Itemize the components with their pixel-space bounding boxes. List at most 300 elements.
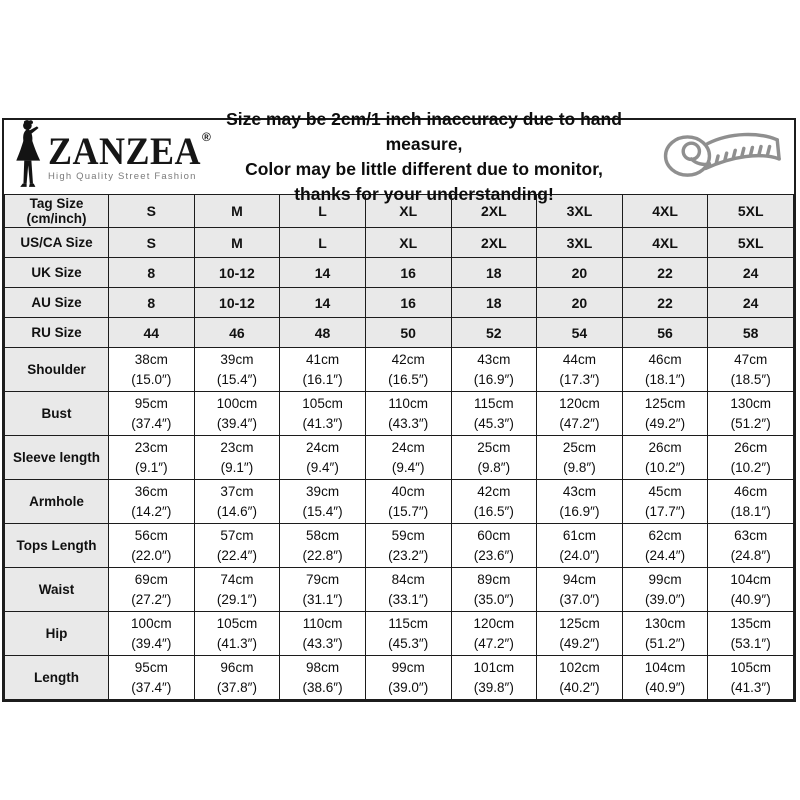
cell-value-inch: (14.2″) bbox=[131, 503, 172, 519]
cell-value-inch: (39.0″) bbox=[645, 591, 686, 607]
cell-value-inch: (9.1″) bbox=[135, 459, 168, 475]
table-cell bbox=[537, 348, 623, 392]
cell-value-inch: (16.5″) bbox=[388, 371, 429, 387]
cell-value-cm: 104cm bbox=[730, 572, 771, 588]
table-cell bbox=[365, 392, 451, 436]
cell-value-inch: (37.4″) bbox=[131, 679, 172, 695]
cell-value-cm: 99cm bbox=[391, 660, 425, 676]
table-row-bust bbox=[5, 392, 794, 436]
cell-value-inch: (41.3″) bbox=[730, 679, 771, 695]
table-cell bbox=[109, 480, 195, 524]
cell-value-cm: 89cm bbox=[477, 572, 511, 588]
table-cell bbox=[109, 656, 195, 700]
cell-value-cm: 95cm bbox=[134, 396, 168, 412]
cell-value-cm: 105cm bbox=[216, 616, 258, 632]
table-cell bbox=[622, 436, 708, 480]
cell-value-cm: 58 bbox=[742, 324, 759, 341]
row-label-line: Length bbox=[34, 670, 79, 685]
cell-value-inch: (16.9″) bbox=[559, 503, 600, 519]
cell-value-cm: 23cm bbox=[220, 440, 254, 456]
table-row-waist bbox=[5, 568, 794, 612]
table-cell bbox=[708, 288, 794, 318]
cell-value-inch: (40.9″) bbox=[645, 679, 686, 695]
cell-value-cm: 115cm bbox=[474, 396, 514, 412]
cell-value-cm: 14 bbox=[314, 294, 331, 311]
cell-value-inch: (33.1″) bbox=[388, 591, 429, 607]
cell-value-cm: 16 bbox=[400, 294, 416, 311]
cell-value-inch: (9.8″) bbox=[563, 459, 596, 475]
table-cell bbox=[194, 656, 280, 700]
table-cell bbox=[708, 348, 794, 392]
table-row-sleeve-length bbox=[5, 436, 794, 480]
table-cell bbox=[622, 288, 708, 318]
table-cell bbox=[109, 258, 195, 288]
cell-value-cm: 24cm bbox=[306, 440, 340, 456]
table-cell bbox=[451, 392, 537, 436]
cell-value-inch: (24.4″) bbox=[645, 547, 686, 563]
table-cell bbox=[109, 568, 195, 612]
cell-value-inch: (43.3″) bbox=[388, 415, 429, 431]
row-label bbox=[5, 612, 109, 656]
table-cell bbox=[622, 524, 708, 568]
brand-text-block bbox=[48, 128, 211, 182]
cell-value-inch: (10.2″) bbox=[645, 459, 686, 475]
table-cell bbox=[451, 612, 537, 656]
cell-value-inch: (22.4″) bbox=[216, 547, 257, 563]
table-cell bbox=[109, 348, 195, 392]
row-label bbox=[5, 228, 109, 258]
cell-value-cm: 5XL bbox=[737, 234, 764, 251]
table-cell bbox=[451, 288, 537, 318]
table-cell bbox=[109, 288, 195, 318]
cell-value-inch: (23.2″) bbox=[388, 547, 429, 563]
cell-value-cm: 63cm bbox=[734, 528, 768, 544]
cell-value-inch: (47.2″) bbox=[473, 635, 514, 651]
table-cell bbox=[365, 348, 451, 392]
cell-value-inch: (9.4″) bbox=[306, 459, 339, 475]
table-cell bbox=[280, 348, 366, 392]
cell-value-cm: 47cm bbox=[734, 352, 768, 368]
cell-value-cm: 46 bbox=[229, 324, 245, 341]
cell-value-cm: 26cm bbox=[648, 440, 682, 456]
table-cell bbox=[365, 480, 451, 524]
cell-value-cm: 2XL bbox=[480, 203, 507, 219]
table-cell bbox=[708, 228, 794, 258]
row-label bbox=[5, 480, 109, 524]
cell-value-cm: 110cm bbox=[388, 396, 428, 412]
table-row-length bbox=[5, 656, 794, 700]
cell-value-cm: 100cm bbox=[216, 396, 258, 412]
cell-value-cm: 10-12 bbox=[219, 264, 255, 281]
cell-value-cm: 101cm bbox=[473, 660, 515, 676]
table-cell bbox=[280, 480, 366, 524]
table-cell bbox=[194, 318, 280, 348]
cell-value-cm: 18 bbox=[486, 294, 502, 311]
cell-value-inch: (37.4″) bbox=[131, 415, 172, 431]
cell-value-cm: 10-12 bbox=[219, 294, 255, 311]
cell-value-cm: 39cm bbox=[306, 484, 340, 500]
row-label-line: AU Size bbox=[31, 295, 82, 310]
table-cell bbox=[365, 436, 451, 480]
table-row-hip bbox=[5, 612, 794, 656]
table-cell bbox=[708, 392, 794, 436]
table-cell bbox=[280, 392, 366, 436]
cell-value-cm: 20 bbox=[571, 264, 588, 281]
cell-value-cm: S bbox=[146, 203, 156, 219]
cell-value-cm: 45cm bbox=[648, 484, 682, 500]
row-label-line: US/CA Size bbox=[20, 235, 93, 250]
cell-value-cm: 60cm bbox=[477, 528, 511, 544]
cell-value-inch: (53.1″) bbox=[730, 635, 771, 651]
cell-value-cm: 44 bbox=[143, 324, 160, 341]
notice-line-3: thanks for your understanding! bbox=[294, 183, 554, 204]
table-cell bbox=[622, 258, 708, 288]
row-label-line: UK Size bbox=[31, 265, 82, 280]
row-label-line: Tag Size bbox=[29, 196, 84, 211]
cell-value-cm: 100cm bbox=[131, 616, 172, 632]
cell-value-cm: 54 bbox=[571, 324, 588, 341]
table-cell bbox=[194, 480, 280, 524]
table-cell bbox=[622, 228, 708, 258]
cell-value-inch: (35.0″) bbox=[473, 591, 514, 607]
table-cell bbox=[622, 318, 708, 348]
table-cell bbox=[708, 258, 794, 288]
measuring-tape-icon bbox=[650, 127, 788, 187]
table-cell bbox=[365, 228, 451, 258]
table-cell bbox=[280, 258, 366, 288]
table-cell bbox=[622, 568, 708, 612]
table-cell bbox=[708, 568, 794, 612]
table-cell bbox=[622, 348, 708, 392]
cell-value-inch: (9.4″) bbox=[391, 459, 425, 475]
table-cell bbox=[537, 480, 623, 524]
table-cell bbox=[451, 436, 537, 480]
cell-value-cm: 5XL bbox=[737, 203, 764, 219]
cell-value-inch: (16.5″) bbox=[473, 503, 514, 519]
cell-value-cm: 40cm bbox=[391, 484, 425, 500]
cell-value-inch: (14.6″) bbox=[216, 503, 257, 519]
cell-value-cm: 18 bbox=[486, 264, 502, 281]
table-cell bbox=[708, 656, 794, 700]
cell-value-cm: 25cm bbox=[477, 440, 511, 456]
table-cell bbox=[622, 392, 708, 436]
table-row-uk-size bbox=[5, 258, 794, 288]
table-cell bbox=[194, 348, 280, 392]
table-cell bbox=[537, 568, 623, 612]
row-label-line: Shoulder bbox=[27, 362, 86, 377]
cell-value-inch: (29.1″) bbox=[216, 591, 257, 607]
row-label-line: Waist bbox=[38, 582, 75, 597]
cell-value-cm: 58cm bbox=[306, 528, 340, 544]
cell-value-inch: (41.3″) bbox=[216, 635, 257, 651]
cell-value-cm: 95cm bbox=[134, 660, 168, 676]
row-label bbox=[5, 195, 109, 228]
cell-value-cm: 42cm bbox=[477, 484, 511, 500]
cell-value-cm: 43cm bbox=[477, 352, 511, 368]
table-cell bbox=[622, 480, 708, 524]
table-cell bbox=[622, 656, 708, 700]
cell-value-inch: (39.4″) bbox=[216, 415, 257, 431]
cell-value-inch: (51.2″) bbox=[730, 415, 771, 431]
cell-value-inch: (24.0″) bbox=[559, 547, 600, 563]
cell-value-inch: (10.2″) bbox=[730, 459, 771, 475]
cell-value-inch: (41.3″) bbox=[302, 415, 343, 431]
table-cell bbox=[708, 480, 794, 524]
notice-line-2: Color may be little different due to monitor, bbox=[245, 159, 603, 179]
cell-value-inch: (38.6″) bbox=[302, 679, 343, 695]
row-label-line: Bust bbox=[41, 406, 72, 421]
table-cell bbox=[708, 436, 794, 480]
cell-value-cm: 8 bbox=[147, 264, 156, 281]
cell-value-inch: (15.0″) bbox=[131, 371, 172, 387]
cell-value-cm: 22 bbox=[657, 294, 673, 311]
table-row-au-size bbox=[5, 288, 794, 318]
cell-value-cm: 69cm bbox=[134, 572, 168, 588]
table-cell bbox=[194, 436, 280, 480]
cell-value-cm: 4XL bbox=[652, 234, 678, 251]
table-cell bbox=[451, 568, 537, 612]
table-cell bbox=[365, 258, 451, 288]
cell-value-inch: (17.7″) bbox=[645, 503, 686, 519]
table-cell bbox=[537, 288, 623, 318]
cell-value-inch: (18.1″) bbox=[730, 503, 771, 519]
cell-value-cm: 24cm bbox=[391, 440, 425, 456]
table-cell bbox=[194, 568, 280, 612]
cell-value-cm: 3XL bbox=[566, 203, 593, 219]
table-cell bbox=[537, 612, 623, 656]
row-label-line: Armhole bbox=[29, 494, 84, 509]
cell-value-cm: 120cm bbox=[473, 616, 515, 632]
cell-value-inch: (51.2″) bbox=[645, 635, 686, 651]
table-cell bbox=[451, 524, 537, 568]
cell-value-inch: (31.1″) bbox=[302, 591, 343, 607]
cell-value-cm: 2XL bbox=[480, 234, 507, 251]
table-cell bbox=[194, 392, 280, 436]
cell-value-cm: 56cm bbox=[134, 528, 168, 544]
table-cell bbox=[708, 612, 794, 656]
table-cell bbox=[280, 318, 366, 348]
cell-value-inch: (45.3″) bbox=[473, 415, 514, 431]
table-row-ru-size bbox=[5, 318, 794, 348]
table-cell bbox=[280, 288, 366, 318]
cell-value-cm: 105cm bbox=[302, 396, 343, 412]
cell-value-cm: 61cm bbox=[562, 528, 596, 544]
table-cell bbox=[109, 436, 195, 480]
table-row-tops-length bbox=[5, 524, 794, 568]
cell-value-cm: M bbox=[231, 234, 243, 251]
cell-value-inch: (16.9″) bbox=[473, 371, 514, 387]
row-label bbox=[5, 258, 109, 288]
cell-value-cm: 42cm bbox=[391, 352, 425, 368]
cell-value-cm: 50 bbox=[400, 324, 416, 341]
cell-value-cm: 94cm bbox=[562, 572, 596, 588]
cell-value-inch: (37.0″) bbox=[559, 591, 600, 607]
brand-name: ZANZEA bbox=[48, 128, 202, 173]
row-label bbox=[5, 656, 109, 700]
cell-value-cm: 23cm bbox=[134, 440, 168, 456]
table-cell bbox=[280, 228, 366, 258]
table-cell bbox=[280, 568, 366, 612]
cell-value-inch: (39.8″) bbox=[473, 679, 514, 695]
cell-value-cm: 48 bbox=[314, 324, 331, 341]
cell-value-cm: 3XL bbox=[566, 234, 593, 251]
table-cell bbox=[194, 524, 280, 568]
table-cell bbox=[537, 656, 623, 700]
row-label bbox=[5, 392, 109, 436]
cell-value-inch: (9.1″) bbox=[220, 459, 254, 475]
cell-value-inch: (15.7″) bbox=[388, 503, 429, 519]
cell-value-cm: 130cm bbox=[644, 616, 686, 632]
cell-value-cm: 44cm bbox=[562, 352, 596, 368]
table-row-usca-size bbox=[5, 228, 794, 258]
cell-value-cm: L bbox=[318, 234, 327, 251]
cell-value-cm: 36cm bbox=[134, 484, 168, 500]
table-cell bbox=[537, 436, 623, 480]
cell-value-cm: L bbox=[318, 203, 327, 219]
table-cell bbox=[451, 258, 537, 288]
table-cell bbox=[109, 392, 195, 436]
table-cell bbox=[365, 568, 451, 612]
cell-value-inch: (15.4″) bbox=[302, 503, 343, 519]
table-cell bbox=[280, 656, 366, 700]
cell-value-cm: 102cm bbox=[559, 660, 600, 676]
row-label-line: Tops Length bbox=[16, 538, 97, 553]
cell-value-cm: 56 bbox=[657, 324, 673, 341]
cell-value-cm: 38cm bbox=[134, 352, 168, 368]
cell-value-cm: 105cm bbox=[730, 660, 771, 676]
size-chart-table bbox=[4, 194, 794, 700]
cell-value-inch: (24.8″) bbox=[730, 547, 771, 563]
cell-value-cm: 130cm bbox=[730, 396, 771, 412]
registered-mark: ® bbox=[202, 129, 211, 144]
cell-value-cm: 96cm bbox=[220, 660, 254, 676]
table-cell bbox=[109, 318, 195, 348]
cell-value-cm: XL bbox=[399, 203, 418, 219]
woman-silhouette-icon bbox=[12, 120, 46, 195]
cell-value-cm: S bbox=[146, 234, 156, 251]
cell-value-inch: (39.4″) bbox=[131, 635, 172, 651]
cell-value-inch: (45.3″) bbox=[388, 635, 429, 651]
cell-value-cm: 14 bbox=[314, 264, 331, 281]
table-cell bbox=[708, 318, 794, 348]
table-cell bbox=[365, 612, 451, 656]
row-label bbox=[5, 318, 109, 348]
cell-value-inch: (22.0″) bbox=[131, 547, 172, 563]
cell-value-cm: 74cm bbox=[220, 572, 254, 588]
cell-value-cm: 26cm bbox=[734, 440, 768, 456]
table-cell bbox=[109, 612, 195, 656]
table-cell bbox=[451, 480, 537, 524]
cell-value-cm: 98cm bbox=[306, 660, 340, 676]
cell-value-cm: 41cm bbox=[306, 352, 340, 368]
size-chart-body bbox=[5, 195, 794, 700]
cell-value-inch: (37.8″) bbox=[216, 679, 257, 695]
table-cell bbox=[365, 656, 451, 700]
table-cell bbox=[451, 656, 537, 700]
content-box bbox=[2, 109, 796, 702]
cell-value-cm: 115cm bbox=[388, 616, 428, 632]
cell-value-cm: 57cm bbox=[220, 528, 254, 544]
cell-value-cm: 99cm bbox=[648, 572, 682, 588]
table-cell bbox=[537, 392, 623, 436]
cell-value-cm: 24 bbox=[742, 294, 759, 311]
row-label-line: RU Size bbox=[31, 325, 82, 340]
table-cell bbox=[451, 318, 537, 348]
notice-line-1: Size may be 2cm/1 inch inaccuracy due to hand measure, bbox=[226, 109, 622, 155]
cell-value-cm: 43cm bbox=[562, 484, 596, 500]
cell-value-cm: 8 bbox=[147, 294, 156, 311]
cell-value-cm: 125cm bbox=[644, 396, 686, 412]
cell-value-inch: (39.0″) bbox=[388, 679, 429, 695]
row-label bbox=[5, 524, 109, 568]
table-cell bbox=[708, 195, 794, 228]
cell-value-cm: 37cm bbox=[220, 484, 254, 500]
cell-value-cm: 62cm bbox=[648, 528, 682, 544]
table-cell bbox=[109, 524, 195, 568]
cell-value-inch: (49.2″) bbox=[559, 635, 600, 651]
cell-value-inch: (40.2″) bbox=[559, 679, 600, 695]
table-cell bbox=[365, 524, 451, 568]
row-label-line: (cm/inch) bbox=[26, 211, 87, 226]
table-cell bbox=[280, 612, 366, 656]
row-label bbox=[5, 568, 109, 612]
table-cell bbox=[194, 288, 280, 318]
table-cell bbox=[109, 195, 195, 228]
cell-value-cm: 125cm bbox=[559, 616, 600, 632]
table-cell bbox=[365, 318, 451, 348]
row-label bbox=[5, 436, 109, 480]
cell-value-inch: (16.1″) bbox=[302, 371, 343, 387]
cell-value-cm: 22 bbox=[657, 264, 673, 281]
cell-value-cm: 110cm bbox=[302, 616, 343, 632]
table-cell bbox=[451, 228, 537, 258]
cell-value-cm: 79cm bbox=[306, 572, 340, 588]
table-cell bbox=[194, 612, 280, 656]
cell-value-cm: 84cm bbox=[391, 572, 425, 588]
table-cell bbox=[280, 524, 366, 568]
row-label bbox=[5, 348, 109, 392]
table-cell bbox=[451, 348, 537, 392]
table-cell bbox=[194, 258, 280, 288]
table-cell bbox=[622, 612, 708, 656]
cell-value-inch: (22.8″) bbox=[302, 547, 343, 563]
cell-value-inch: (18.1″) bbox=[645, 371, 686, 387]
cell-value-cm: 16 bbox=[400, 264, 416, 281]
cell-value-cm: 59cm bbox=[391, 528, 425, 544]
table-cell bbox=[280, 436, 366, 480]
cell-value-inch: (9.8″) bbox=[477, 459, 511, 475]
table-cell bbox=[365, 288, 451, 318]
brand-tagline: High Quality Street Fashion bbox=[48, 170, 197, 182]
cell-value-cm: 46cm bbox=[734, 484, 768, 500]
cell-value-inch: (43.3″) bbox=[302, 635, 343, 651]
row-label bbox=[5, 288, 109, 318]
cell-value-inch: (47.2″) bbox=[559, 415, 600, 431]
cell-value-inch: (27.2″) bbox=[131, 591, 172, 607]
cell-value-cm: 135cm bbox=[730, 616, 771, 632]
cell-value-cm: 120cm bbox=[559, 396, 600, 412]
cell-value-inch: (23.6″) bbox=[473, 547, 514, 563]
table-cell bbox=[708, 524, 794, 568]
table-cell bbox=[537, 258, 623, 288]
table-cell bbox=[194, 228, 280, 258]
cell-value-cm: 52 bbox=[486, 324, 502, 341]
cell-value-cm: 39cm bbox=[220, 352, 254, 368]
cell-value-inch: (49.2″) bbox=[645, 415, 686, 431]
cell-value-cm: 104cm bbox=[644, 660, 686, 676]
table-cell bbox=[537, 318, 623, 348]
cell-value-cm: 20 bbox=[571, 294, 588, 311]
